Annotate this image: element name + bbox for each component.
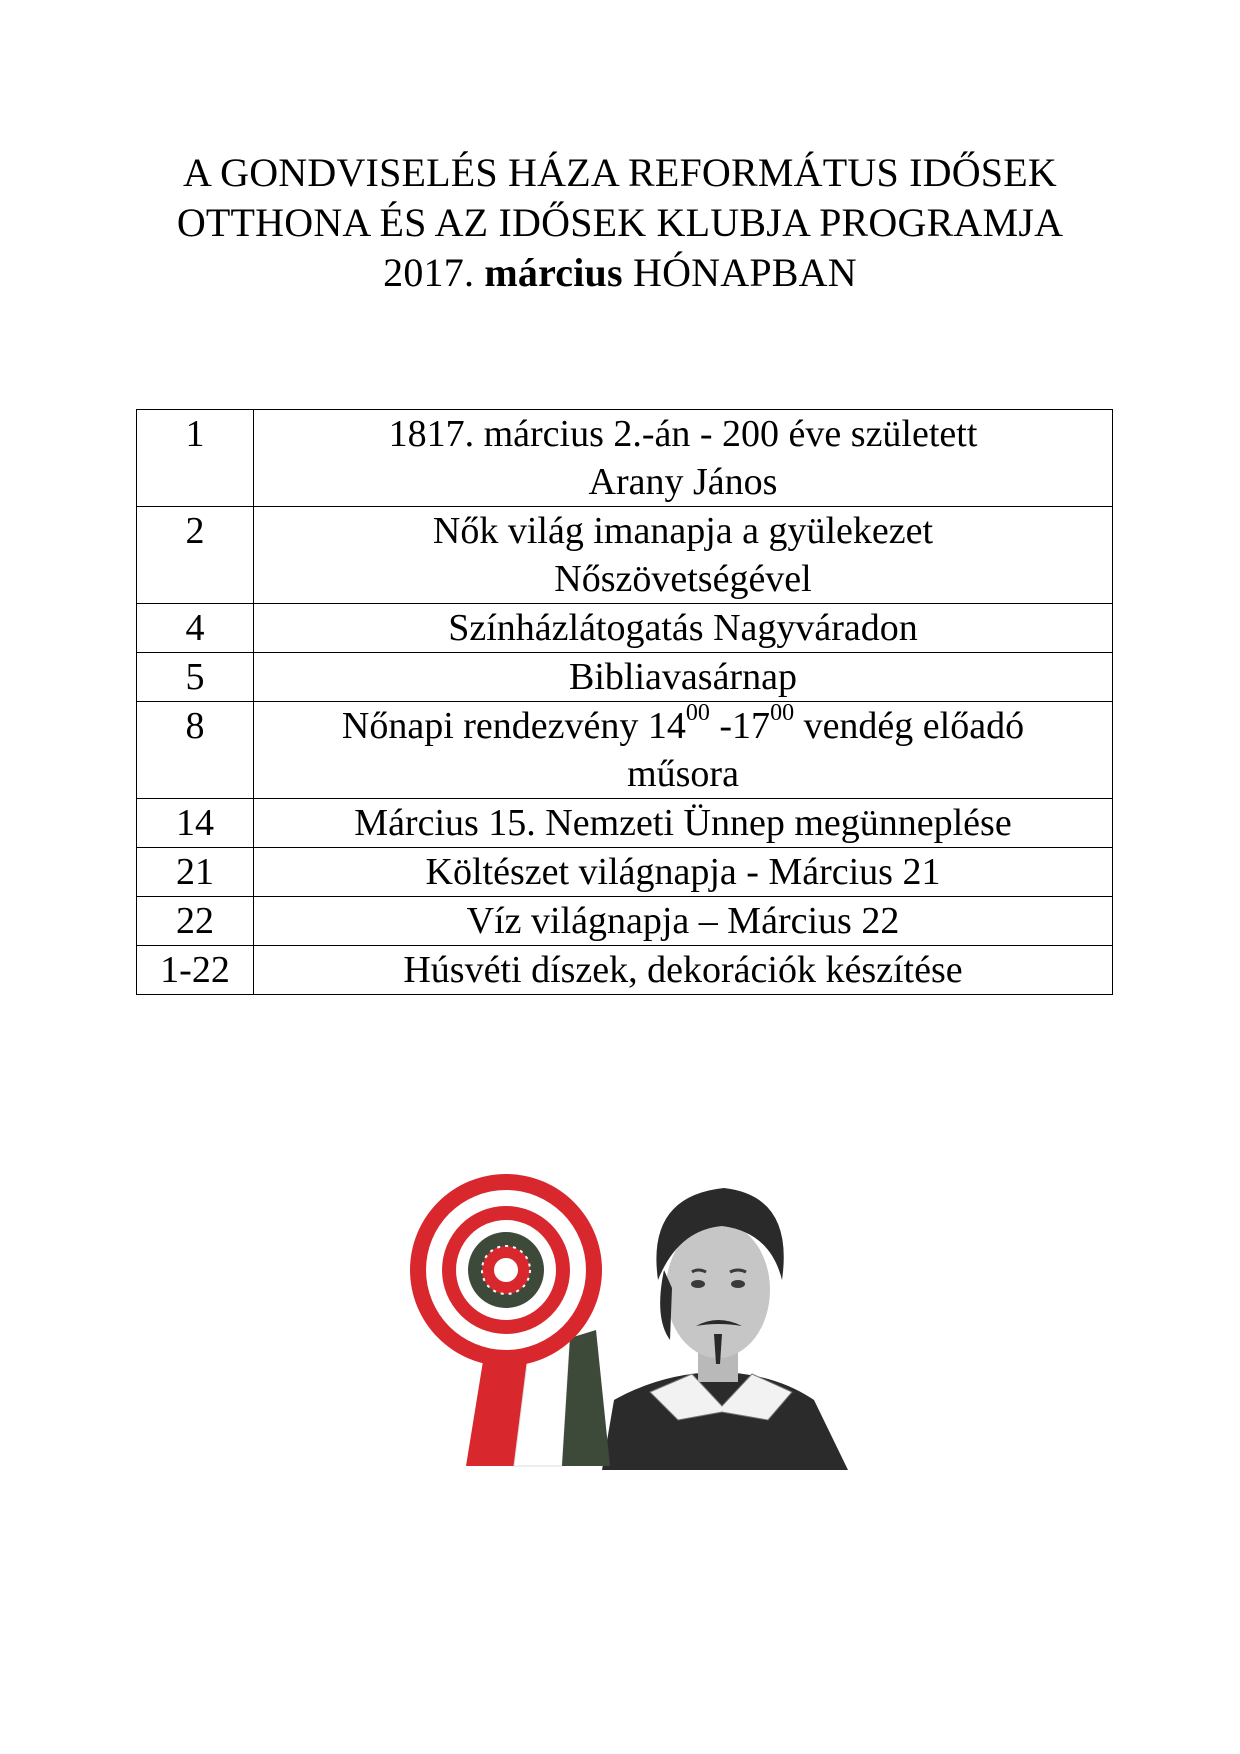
table-row bbox=[137, 604, 1113, 653]
day-cell: 1-22 bbox=[137, 946, 254, 995]
day-cell: 22 bbox=[137, 897, 254, 946]
event-cell: Víz világnapja – Március 22 bbox=[254, 897, 1113, 946]
table-row bbox=[137, 946, 1113, 995]
illustration-svg bbox=[402, 1168, 852, 1470]
event-text: Nőszövetségével bbox=[554, 558, 812, 600]
event-text: vendég előadó bbox=[794, 705, 1025, 747]
title-year: 2017. bbox=[383, 250, 475, 295]
event-text: Nőnapi rendezvény 14 bbox=[341, 705, 686, 747]
event-text: 1817. március 2.-án - 200 éve született bbox=[388, 413, 978, 455]
table-row bbox=[137, 702, 1113, 799]
event-cell: Színházlátogatás Nagyváradon bbox=[254, 604, 1113, 653]
table-row bbox=[137, 848, 1113, 897]
day-cell: 8 bbox=[137, 702, 254, 799]
day-cell: 4 bbox=[137, 604, 254, 653]
event-cell: Költészet világnapja - Március 21 bbox=[254, 848, 1113, 897]
event-cell: Bibliavasárnap bbox=[254, 653, 1113, 702]
title-line-1: A GONDVISELÉS HÁZA REFORMÁTUS IDŐSEK bbox=[183, 150, 1057, 195]
table-row bbox=[137, 799, 1113, 848]
time-superscript: 00 bbox=[685, 700, 710, 727]
day-cell: 1 bbox=[137, 410, 254, 507]
day-cell: 14 bbox=[137, 799, 254, 848]
title-suffix: HÓNAPBAN bbox=[632, 250, 857, 295]
day-cell: 2 bbox=[137, 507, 254, 604]
day-cell: 21 bbox=[137, 848, 254, 897]
table-row bbox=[137, 653, 1113, 702]
title-line-2: OTTHONA ÉS AZ IDŐSEK KLUBJA PROGRAMJA bbox=[176, 200, 1064, 245]
event-text: Nők világ imanapja a gyülekezet bbox=[432, 510, 934, 552]
event-cell: Húsvéti díszek, dekorációk készítése bbox=[254, 946, 1113, 995]
title-line-3 bbox=[0, 248, 1240, 298]
portrait-image bbox=[602, 1188, 848, 1470]
event-cell: Március 15. Nemzeti Ünnep megünneplése bbox=[254, 799, 1113, 848]
title-month: március bbox=[484, 250, 623, 295]
program-table bbox=[136, 409, 1113, 995]
cockade-icon bbox=[410, 1174, 602, 1366]
event-text: -17 bbox=[709, 705, 771, 747]
time-superscript: 00 bbox=[770, 700, 795, 727]
table-row bbox=[137, 897, 1113, 946]
event-cell bbox=[254, 507, 1113, 604]
event-text: Arany János bbox=[588, 461, 778, 503]
day-cell: 5 bbox=[137, 653, 254, 702]
cockade-portrait-illustration bbox=[402, 1168, 852, 1470]
table-row bbox=[137, 410, 1113, 507]
event-cell bbox=[254, 702, 1113, 799]
table-row bbox=[137, 507, 1113, 604]
event-cell bbox=[254, 410, 1113, 507]
page-title bbox=[0, 148, 1240, 298]
event-text: műsora bbox=[627, 753, 739, 795]
